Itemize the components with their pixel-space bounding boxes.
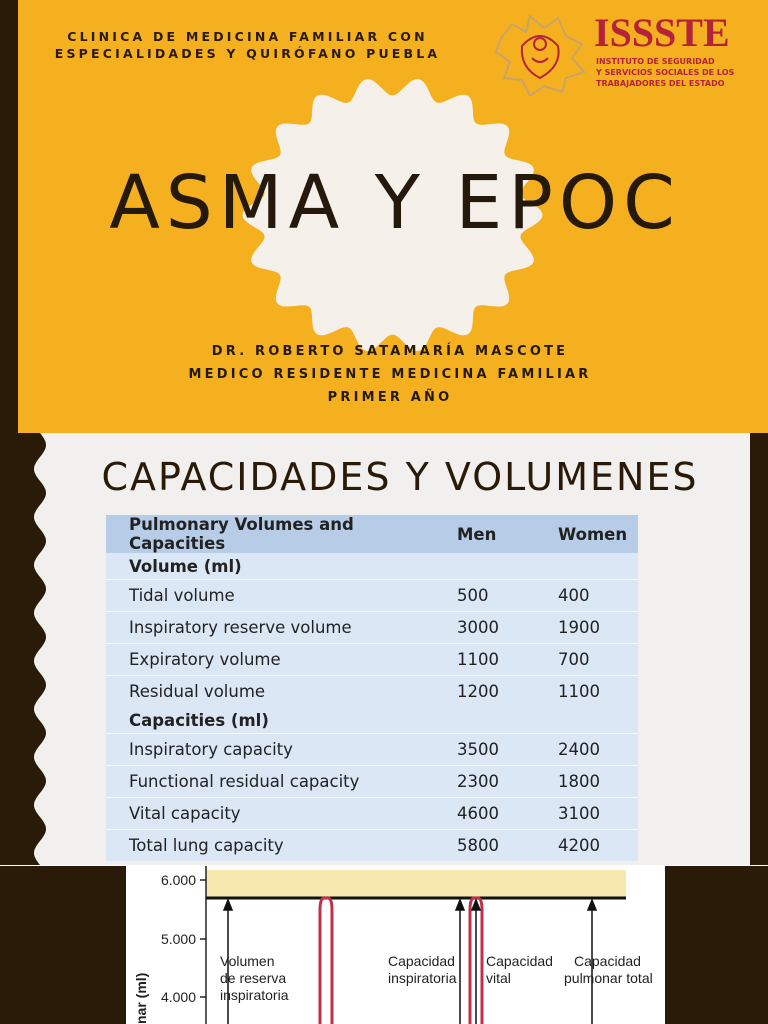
section-capacities: Capacities (ml) [129, 710, 269, 730]
header-parameter: Pulmonary Volumes and Capacities [106, 515, 434, 553]
row-men: 1200 [434, 676, 535, 708]
row-women: 3100 [535, 798, 638, 830]
label-vri-1: Volumen [220, 953, 275, 969]
table-row [106, 798, 638, 830]
spirometry-slide [0, 866, 768, 1024]
clinic-name [20, 28, 475, 62]
table-row [106, 612, 638, 644]
tick-label-4000: 4.000 [160, 989, 196, 1005]
row-label: Residual volume [106, 676, 434, 708]
table-row [106, 644, 638, 676]
label-ci-2: inspiratoria [388, 970, 457, 986]
slide-title: CAPACIDADES Y VOLUMENES [101, 455, 699, 499]
spirometry-curve [320, 898, 332, 1024]
row-label: Total lung capacity [106, 830, 434, 862]
header-women: Women [535, 515, 638, 553]
logo-name: ISSSTE [594, 10, 730, 55]
y-axis-label: nar (ml) [133, 972, 149, 1024]
logo-subtitle-1: INSTITUTO DE SEGURIDAD [596, 57, 715, 66]
label-cpt-2: pulmonar total [564, 970, 653, 986]
row-men: 1100 [434, 644, 535, 676]
author-year: PRIMER AÑO [327, 390, 453, 405]
label-cpt-1: Capacidad [574, 953, 641, 969]
section-row [106, 707, 638, 734]
section-volume: Volume (ml) [129, 556, 242, 576]
row-women: 1800 [535, 766, 638, 798]
table-row [106, 830, 638, 862]
row-women: 400 [535, 580, 638, 612]
row-men: 2300 [434, 766, 535, 798]
row-label: Tidal volume [106, 580, 434, 612]
spirometry-diagram [126, 866, 665, 1024]
table-header-row [106, 515, 638, 553]
section-row [106, 553, 638, 580]
table-row [106, 734, 638, 766]
label-cv-1: Capacidad [486, 953, 553, 969]
author-block [100, 340, 680, 409]
clinic-name-line1: CLINICA DE MEDICINA FAMILIAR CON [67, 29, 428, 44]
issste-emblem-icon [496, 16, 584, 96]
table-row [106, 580, 638, 612]
table-row [106, 766, 638, 798]
row-label: Expiratory volume [106, 644, 434, 676]
pulmonary-volumes-table [106, 515, 638, 861]
tick-label-5000: 5.000 [160, 931, 196, 947]
row-men: 500 [434, 580, 535, 612]
author-name: DR. ROBERTO SATAMARÍA MASCOTE [211, 344, 569, 359]
row-men: 3500 [434, 734, 535, 766]
row-women: 1100 [535, 676, 638, 708]
row-men: 3000 [434, 612, 535, 644]
logo-subtitle-3: TRABAJADORES DEL ESTADO [596, 79, 725, 88]
logo-subtitle-2: Y SERVICIOS SOCIALES DE LOS [596, 68, 735, 77]
reserve-band [206, 870, 626, 898]
row-women: 1900 [535, 612, 638, 644]
label-vri-2: de reserva [220, 970, 287, 986]
volumes-slide [0, 433, 768, 865]
label-vri-3: inspiratoria [220, 987, 289, 1003]
row-label: Inspiratory reserve volume [106, 612, 434, 644]
label-cv-2: vital [486, 970, 511, 986]
author-role: MEDICO RESIDENTE MEDICINA FAMILIAR [188, 367, 592, 382]
row-label: Vital capacity [106, 798, 434, 830]
header-men: Men [434, 515, 535, 553]
row-women: 700 [535, 644, 638, 676]
table-row [106, 676, 638, 708]
row-label: Inspiratory capacity [106, 734, 434, 766]
clinic-name-line2: ESPECIALIDADES Y QUIRÓFANO PUEBLA [54, 46, 441, 61]
issste-logo [492, 6, 762, 96]
tick-label-6000: 6.000 [160, 872, 196, 888]
row-men: 5800 [434, 830, 535, 862]
row-label: Functional residual capacity [106, 766, 434, 798]
row-women: 4200 [535, 830, 638, 862]
row-men: 4600 [434, 798, 535, 830]
label-ci-1: Capacidad [388, 953, 455, 969]
row-women: 2400 [535, 734, 638, 766]
presentation-title: ASMA Y EPOC [109, 160, 681, 246]
title-slide [0, 0, 768, 433]
